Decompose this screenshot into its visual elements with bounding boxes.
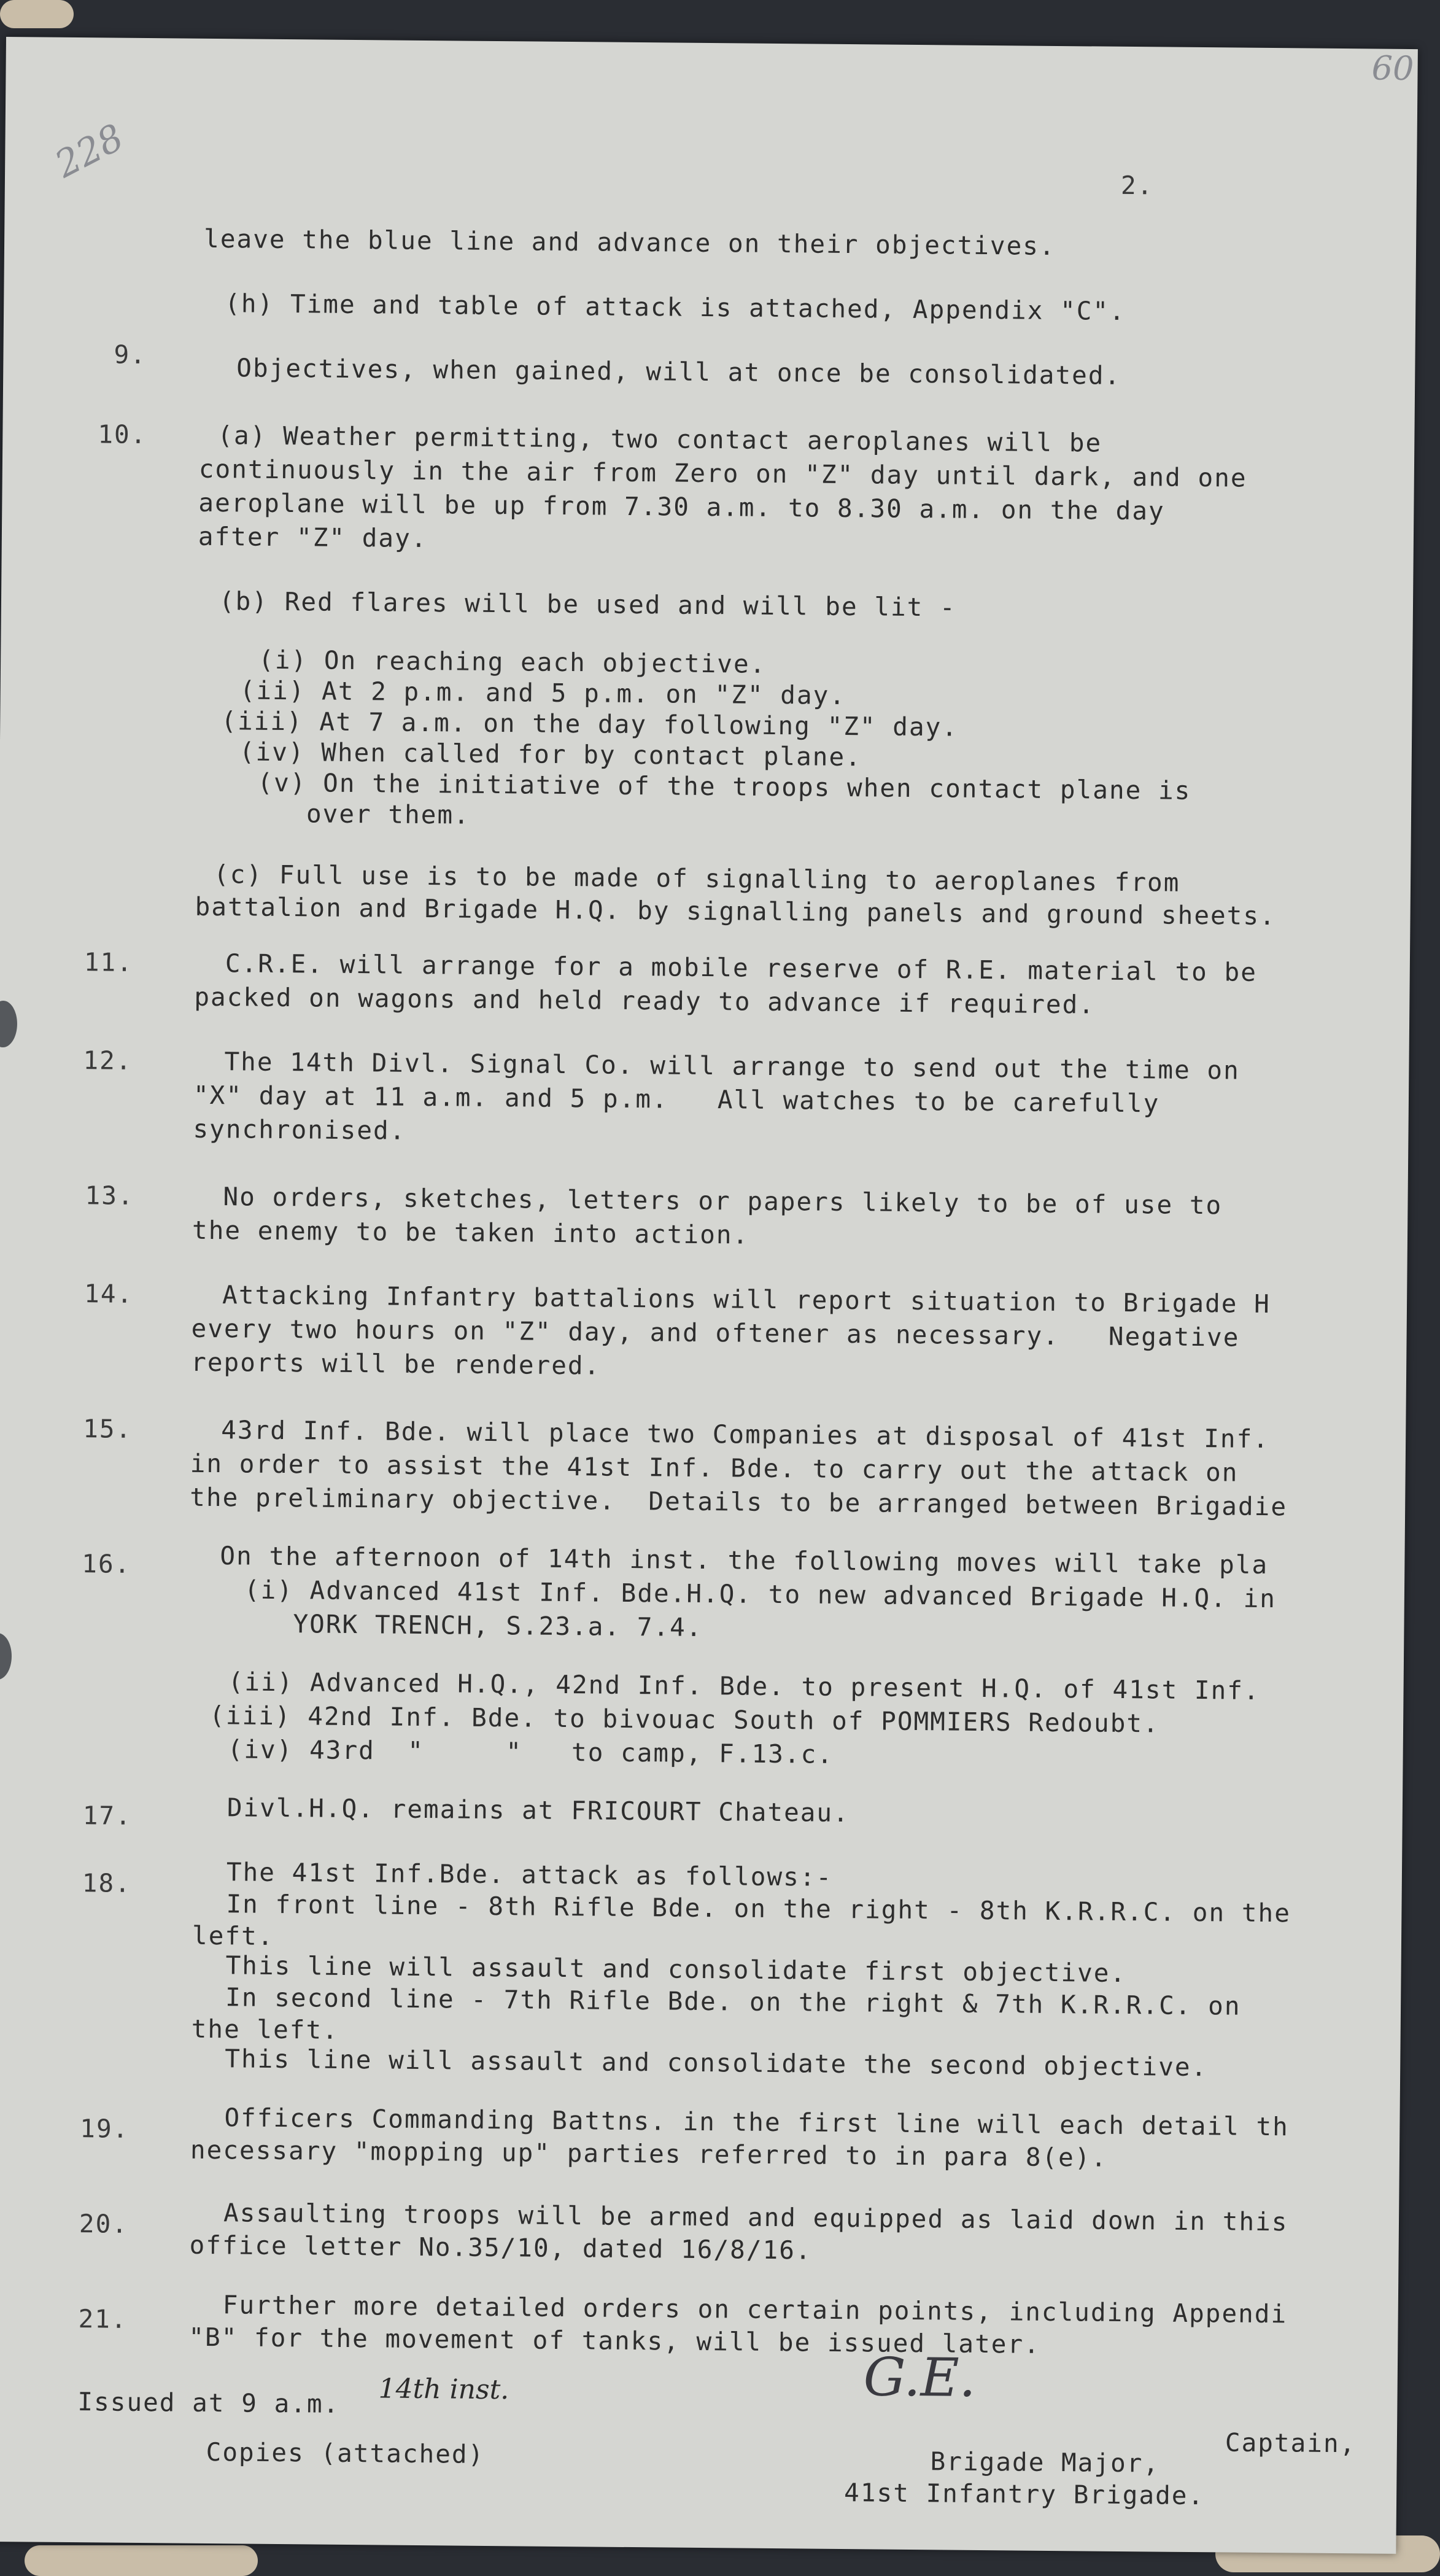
para-21-line-2: "B" for the movement of tanks, will be issued later. bbox=[188, 2322, 1041, 2359]
para-number-18: 18. bbox=[82, 1868, 132, 1898]
captain-title: Captain, bbox=[1225, 2427, 1357, 2459]
para-16-line-6: (iii) 42nd Inf. Bde. to bivouac South of POMMIERS Redoubt. bbox=[209, 1700, 1159, 1739]
para-number-21: 21. bbox=[78, 2304, 128, 2334]
para-18-line-7: This line will assault and consolidate the second objective. bbox=[225, 2044, 1208, 2082]
folio-number: 228 bbox=[48, 115, 131, 187]
document-page bbox=[0, 37, 1418, 2554]
para-10-line-9: (ii) At 2 p.m. and 5 p.m. on "Z" day. bbox=[239, 675, 846, 710]
para-number-10: 10. bbox=[98, 419, 147, 450]
para-16-line-3: YORK TRENCH, S.23.a. 7.4. bbox=[293, 1609, 703, 1642]
para-19-line-2: necessary "mopping up" parties referred to in para 8(e). bbox=[190, 2135, 1108, 2173]
binding-strap-top bbox=[0, 0, 74, 28]
para-10-line-16: battalion and Brigade H.Q. by signalling panels and ground sheets. bbox=[195, 891, 1276, 931]
para-13-line-1: No orders, sketches, letters or papers likely to be of use to bbox=[223, 1182, 1223, 1220]
binding-strap-bottom-left bbox=[25, 2545, 258, 2576]
issued-line: Issued at 9 a.m. bbox=[77, 2387, 340, 2419]
para-number-13: 13. bbox=[85, 1181, 134, 1211]
para-8h-line: (h) Time and table of attack is attached, Appendix "C". bbox=[225, 289, 1126, 326]
para-16-line-1: On the afternoon of 14th inst. the following moves will take pla bbox=[220, 1541, 1269, 1580]
para-10-line-2: continuously in the air from Zero on "Z" day until dark, and one bbox=[198, 454, 1247, 493]
para-18-line-4: This line will assault and consolidate first objective. bbox=[225, 1950, 1127, 1988]
para-21-line-1: Further more detailed orders on certain points, including Appendi bbox=[222, 2290, 1288, 2329]
para-number-15: 15. bbox=[83, 1414, 133, 1444]
para-number-12: 12. bbox=[83, 1046, 133, 1076]
para-16-line-5: (ii) Advanced H.Q., 42nd Inf. Bde. to present H.Q. of 41st Inf. bbox=[228, 1667, 1260, 1705]
para-16-line-2: (i) Advanced 41st Inf. Bde.H.Q. to new advanced Brigade H.Q. in bbox=[244, 1575, 1277, 1614]
para-14-line-1: Attacking Infantry battalions will report situation to Brigade H bbox=[222, 1280, 1271, 1319]
para-10-line-10: (iii) At 7 a.m. on the day following "Z" day. bbox=[221, 706, 959, 742]
para-14-line-2: every two hours on "Z" day, and oftener as necessary. Negative bbox=[191, 1313, 1240, 1352]
para-19-line-1: Officers Commanding Battns. in the first line will each detail th bbox=[224, 2103, 1290, 2142]
para-18-line-5: In second line - 7th Rifle Bde. on the right & 7th K.R.R.C. on bbox=[225, 1982, 1241, 2021]
brigade-major-title: Brigade Major, bbox=[930, 2446, 1160, 2478]
para-11-line-1: C.R.E. will arrange for a mobile reserve of R.E. material to be bbox=[225, 949, 1258, 987]
para-12-line-2: "X" day at 11 a.m. and 5 p.m. All watches to be carefully bbox=[193, 1080, 1160, 1119]
para-number-9: 9. bbox=[114, 339, 147, 370]
para-18-line-6: the left. bbox=[191, 2014, 339, 2045]
para-16-line-7: (iv) 43rd " " to camp, F.13.c. bbox=[227, 1734, 834, 1769]
para-10-line-1: (a) Weather permitting, two contact aeroplanes will be bbox=[217, 421, 1102, 458]
copies-note: Copies (attached) bbox=[206, 2437, 485, 2469]
para-20-line-2: office letter No.35/10, dated 16/8/16. bbox=[189, 2230, 812, 2265]
brigade-name: 41st Infantry Brigade. bbox=[843, 2478, 1205, 2511]
para-20-line-1: Assaulting troops will be armed and equipped as laid down in this bbox=[223, 2198, 1288, 2237]
para-18-line-3: left. bbox=[192, 1920, 274, 1951]
para-number-11: 11. bbox=[83, 947, 134, 977]
para-15-line-2: in order to assist the 41st Inf. Bde. to carry out the attack on bbox=[190, 1448, 1239, 1488]
para-14-line-3: reports will be rendered. bbox=[190, 1347, 601, 1381]
para-9-line-1: Objectives, when gained, will at once be consolidated. bbox=[236, 353, 1121, 390]
punch-hole-lower bbox=[0, 1633, 12, 1680]
para-11-line-2: packed on wagons and held ready to advance if required. bbox=[194, 982, 1096, 1020]
corner-number: 60 bbox=[1371, 48, 1414, 88]
para-number-20: 20. bbox=[79, 2209, 129, 2239]
para-10-line-13: over them. bbox=[306, 799, 471, 830]
para-10-line-15: (c) Full use is to be made of signalling to aeroplanes from bbox=[213, 859, 1180, 898]
para-17-line-1: Divl.H.Q. remains at FRICOURT Chateau. bbox=[226, 1793, 850, 1828]
para-number-14: 14. bbox=[83, 1279, 134, 1309]
issued-date-handwritten: 14th inst. bbox=[378, 2373, 509, 2406]
signature: G.E. bbox=[863, 2346, 977, 2409]
para-number-16: 16. bbox=[82, 1549, 131, 1579]
para-continuation-line-1: leave the blue line and advance on their objectives. bbox=[203, 223, 1056, 261]
para-15-line-1: 43rd Inf. Bde. will place two Companies at disposal of 41st Inf. bbox=[221, 1415, 1270, 1454]
para-10-line-8: (i) On reaching each objective. bbox=[258, 645, 767, 679]
para-number-17: 17. bbox=[82, 1801, 132, 1831]
para-12-line-3: synchronised. bbox=[193, 1114, 406, 1146]
para-10-line-12: (v) On the initiative of the troops when contact plane is bbox=[257, 767, 1191, 805]
para-15-line-3: the preliminary objective. Details to be arranged between Brigadie bbox=[190, 1482, 1288, 1522]
punch-hole-upper bbox=[0, 1001, 17, 1047]
para-18-line-1: The 41st Inf.Bde. attack as follows:- bbox=[226, 1857, 833, 1892]
para-number-19: 19. bbox=[80, 2114, 130, 2144]
para-10-line-6: (b) Red flares will be used and will be lit - bbox=[219, 586, 956, 623]
page-number: 2. bbox=[1120, 170, 1154, 201]
para-13-line-2: the enemy to be taken into action. bbox=[192, 1215, 749, 1250]
para-12-line-1: The 14th Divl. Signal Co. will arrange to send out the time on bbox=[224, 1047, 1241, 1085]
para-18-line-2: In front line - 8th Rifle Bde. on the right - 8th K.R.R.C. on the bbox=[226, 1889, 1291, 1928]
para-10-line-11: (iv) When called for by contact plane. bbox=[239, 737, 862, 772]
para-10-line-4: after "Z" day. bbox=[198, 521, 428, 554]
para-10-line-3: aeroplane will be up from 7.30 a.m. to 8.30 a.m. on the day bbox=[198, 487, 1165, 526]
